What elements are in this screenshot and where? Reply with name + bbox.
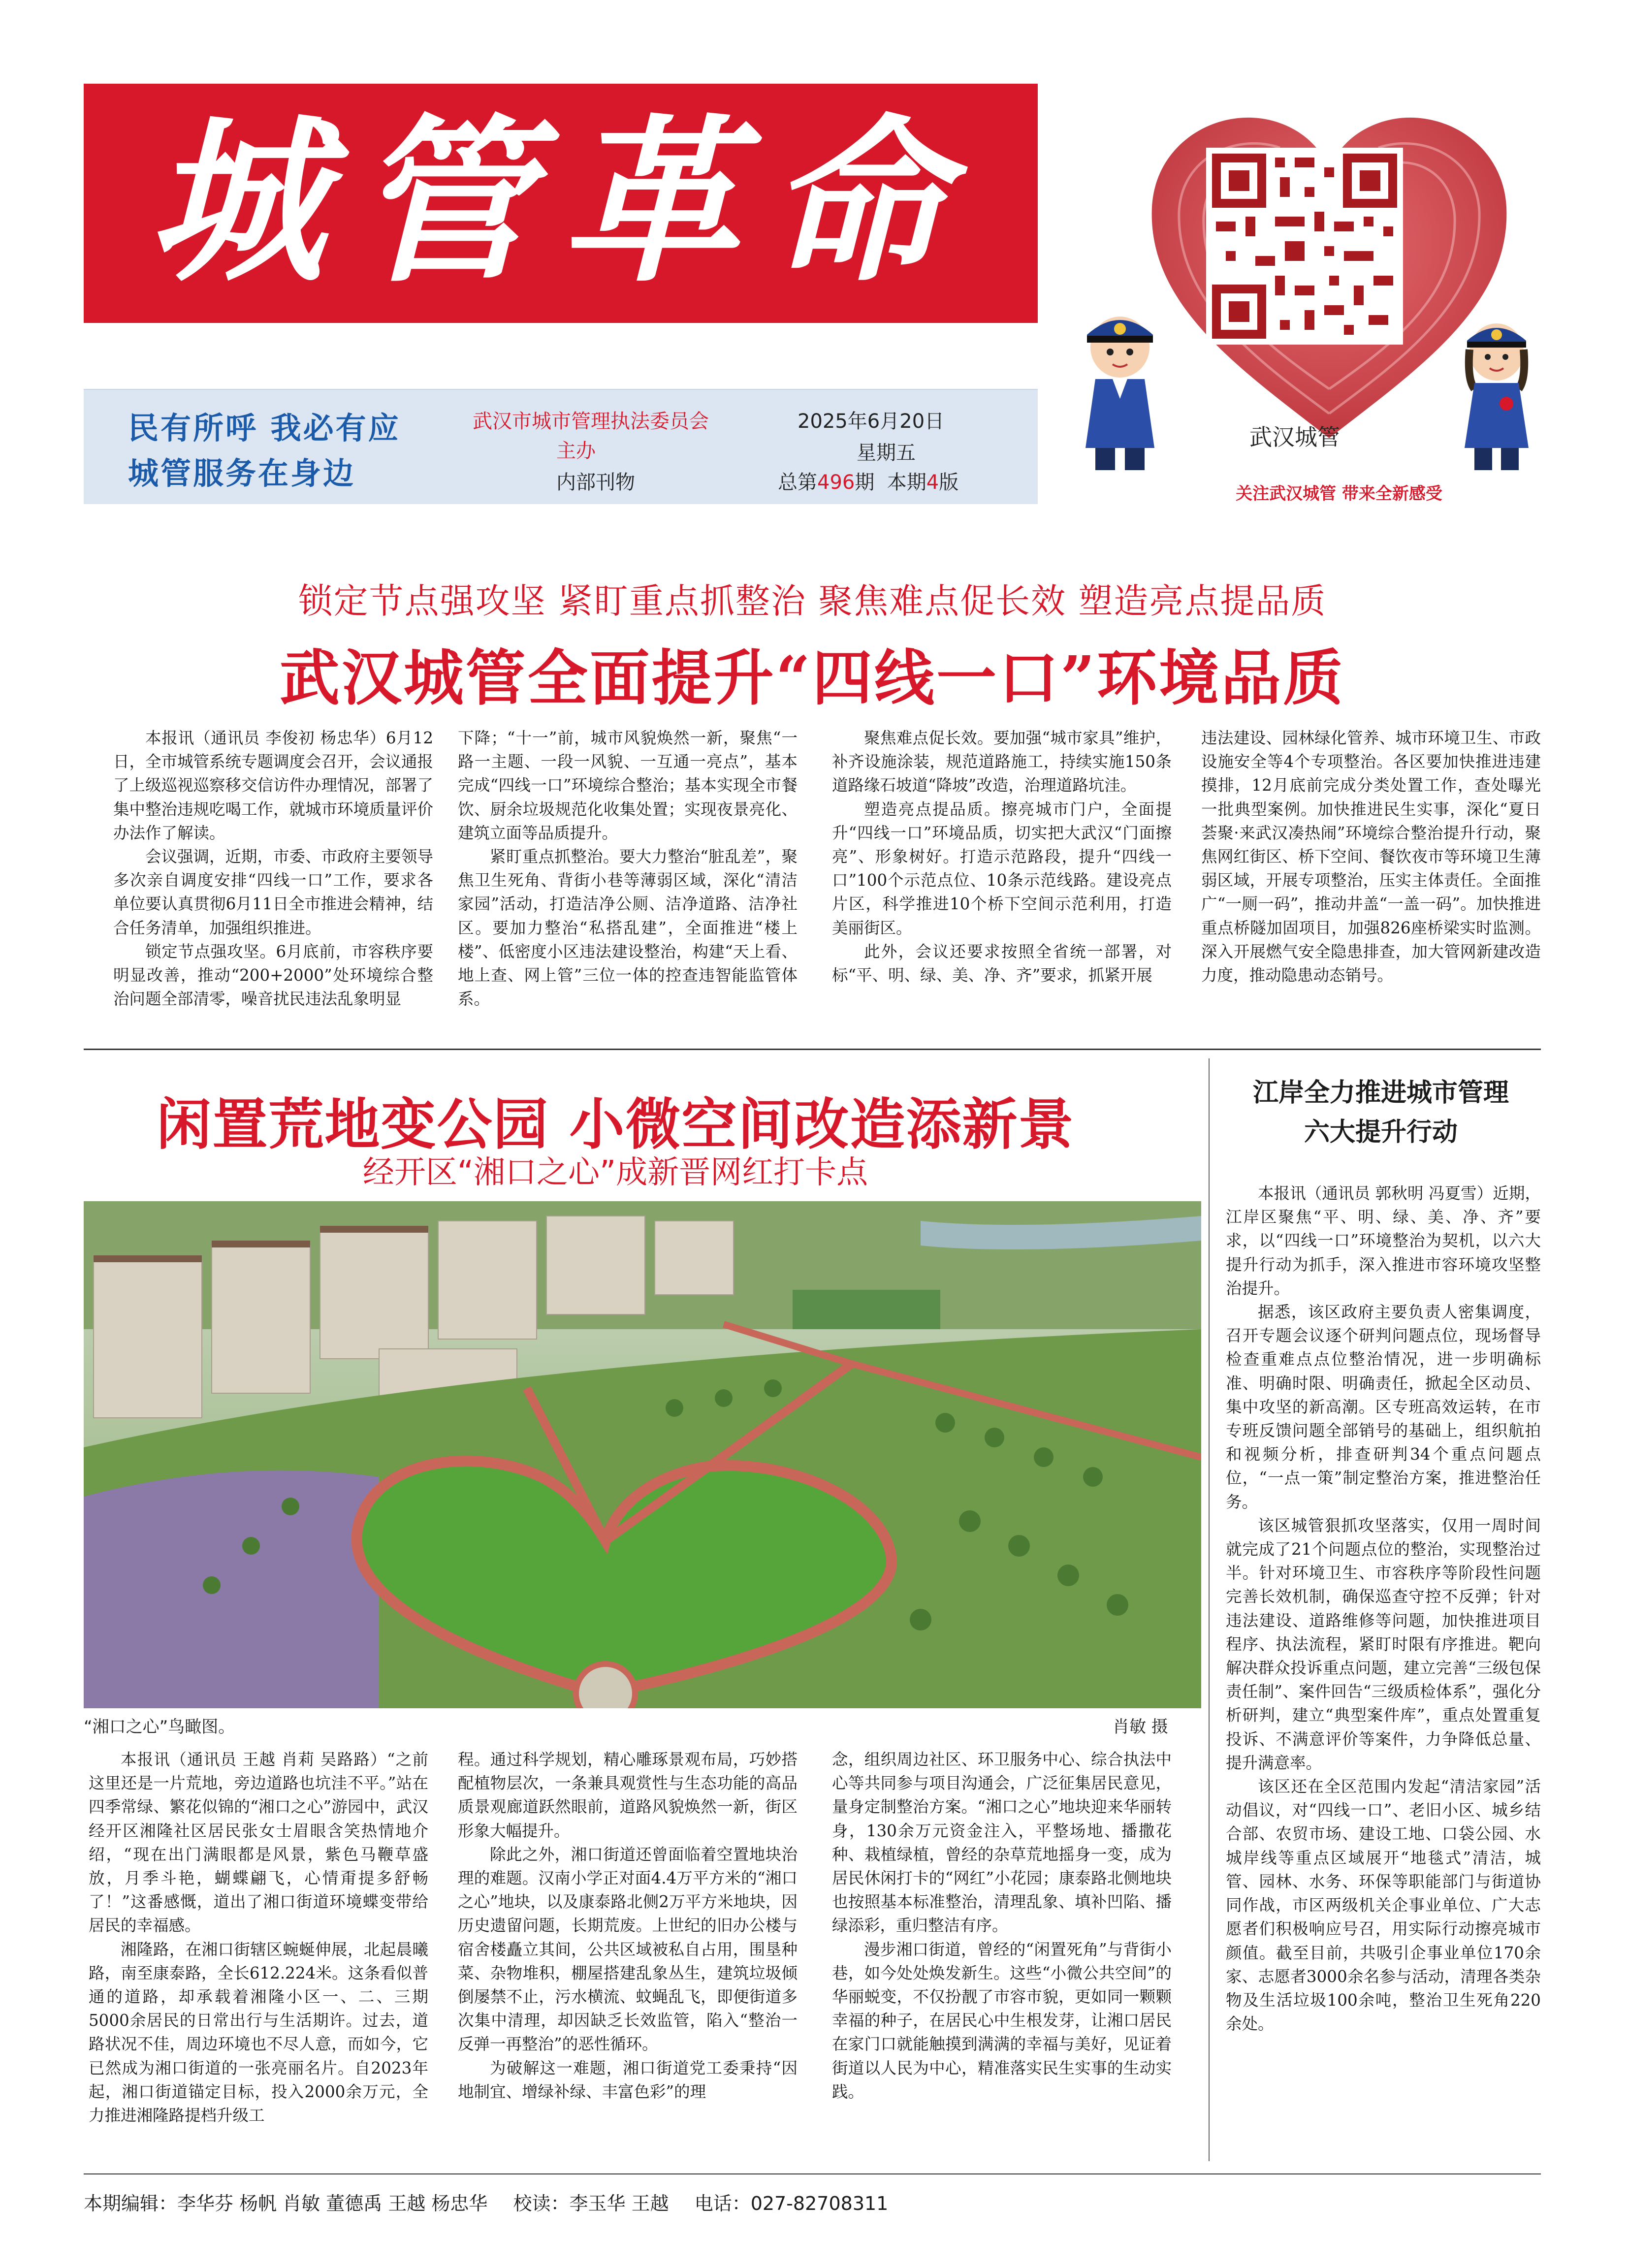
issue-number-line: 总第496期 本期4版 bbox=[778, 471, 959, 494]
photo-caption: “湘口之心”鸟瞰图。 bbox=[84, 1717, 235, 1737]
paragraph: 下降；“十一”前，城市风貌焕然一新，聚焦“一路一主题、一段一风貌、一互通一亮点”，基本完成“四线一口”环境综合整治；基本实现全市餐饮、厨余垃圾规范化收集处置；实现夜景亮化、建筑立面等品质提升。 bbox=[458, 729, 798, 842]
paragraph: 聚焦难点促长效。要加强“城市家具”维护，补齐设施涂装，规范道路施工，持续实施150条道路缘石坡道“降坡”改造，治理道路坑洼。 bbox=[832, 729, 1172, 795]
cartoon-officer-right bbox=[1447, 305, 1546, 473]
lead-headline: 武汉城管全面提升“四线一口”环境品质 bbox=[279, 642, 1345, 713]
slogan-line-1: 民有所呼 我必有应 bbox=[128, 410, 401, 446]
paragraph: 该区还在全区范围内发起“清洁家园”活动倡议，对“四线一口”、老旧小区、城乡结合部、农贸市场、建设工地、口袋公园、水城岸线等重点区域展开“地毯式”清洁，城管、园林、水务、环保等职能部门与街道协同作战，市区两级机关企事业单位、广大志愿者们积极响应号召，用实际行动擦亮城市颜值。截至目前，共吸引企事业单位170余家、志愿者3000余名参与活动，清理各类杂物及生活垃圾100余吨，整治卫生死角220余处。 bbox=[1226, 1777, 1541, 2034]
footer-editors: 本期编辑：李华芬 杨帆 肖敏 董德禹 王越 杨忠华 bbox=[84, 2193, 488, 2214]
paragraph: 此外，会议还要求按照全省统一部署，对标“平、明、绿、美、净、齐”要求，抓紧开展 bbox=[832, 942, 1172, 985]
paragraph: 该区城管狠抓攻坚落实，仅用一周时间就完成了21个问题点位的整治，实现整治过半。针对环境卫生、市容秩序等阶段性问题完善长效机制，确保巡查守控不反弹；针对违法建设、道路维修等问题，加快推进项目程序、执法流程，紧盯时限有序推进。靶向解决群众投诉重点问题，建立完善“三级包保责任制”、案件回告“三级质检体系”，强化分析研判，建立“典型案件库”，重点处置重复投诉、不满意评价等案件，力争降低总量、提升满意率。 bbox=[1226, 1516, 1541, 1772]
paragraph: 本报讯（通讯员 王越 肖莉 吴路路）“之前这里还是一片荒地，旁边道路也坑洼不平。”站在四季常绿、繁花似锦的“湘口之心”游园中，武汉经开区湘隆社区居民张女士眉眼含笑热情地介绍，“现在出门满眼都是风景，紫色马鞭草盛放，月季斗艳，蝴蝶翩飞，心情甭提多舒畅了！”这番感慨，道出了湘口街道环境蝶变带给居民的幸福感。 bbox=[89, 1750, 428, 1935]
brand-tagline: 关注武汉城管 带来全新感受 bbox=[1236, 484, 1442, 504]
paragraph: 据悉，该区政府主要负责人密集调度，召开专题会议逐个研判问题点位，现场督导检查重难点点位整治情况，进一步明确标准、明确时限、明确责任，掀起全区动员、集中攻坚的新高潮。区专班高效运转，在市专班反馈问题全部销号的基础上，组织航拍和视频分析，排查研判34个重点问题点位，“一点一策”制定整治方案，推进整治任务。 bbox=[1226, 1303, 1541, 1511]
paragraph: 会议强调，近期，市委、市政府主要领导多次亲自调度安排“四线一口”工作，要求各单位要认真贯彻6月11日全市推进会精神，结合任务清单，加强组织推进。 bbox=[113, 847, 434, 937]
organizer: 武汉市城市管理执法委员会 bbox=[473, 410, 709, 433]
paragraph: 紧盯重点抓整治。要大力整治“脏乱差”，聚焦卫生死角、背街小巷等薄弱区域，深化“清洁家园”活动，打造洁净公厕、洁净道路、洁净社区。要加力整治“私搭乱建”，全面推进“楼上楼”、低密度小区违法建设整治，构建“天上看、地上查、网上管”三位一体的控查违智能监管体系。 bbox=[458, 847, 798, 1009]
footer-credits bbox=[84, 2188, 1541, 2215]
feature-subheadline: 经开区“湘口之心”成新晋网红打卡点 bbox=[362, 1154, 868, 1191]
side-headline: 江岸全力推进城市管理 六大提升行动 bbox=[1252, 1078, 1509, 1147]
lead-column-2 bbox=[458, 726, 798, 1011]
paragraph: 本报讯（通讯员 李俊初 杨忠华）6月12日，全市城管系统专题调度会召开，会议通报了上级巡视巡察移交信访件办理情况，部署了集中整治违规吃喝工作，就城市环境质量评价办法作了解读。 bbox=[113, 729, 434, 842]
paragraph: 漫步湘口街道，曾经的“闲置死角”与背街小巷，如今处处焕发新生。这些“小微公共空间”的华丽蜕变，不仅扮靓了市容市貌，更如同一颗颗幸福的种子，在居民心中生根发芽，让湘口居民在家门口就能触摸到满满的幸福与美好，见证着街道以人民为中心，精准落实民生实事的生动实践。 bbox=[832, 1940, 1172, 2101]
footer-phone: 电话：027-82708311 bbox=[694, 2193, 889, 2214]
lead-column-4 bbox=[1201, 726, 1541, 987]
paragraph: 违法建设、园林绿化管养、城市环境卫生、市政设施安全等4个专项整治。各区要加快推进违建摸排，12月底前完成分类处置工作，查处曝光一批典型案例。加快推进民生实事，深化“夏日荟聚·来武汉凑热闹”环境综合整治提升行动，聚焦网红街区、桥下空间、餐饮夜市等环境卫生薄弱区域，开展专项整治，压实主体责任。全面推广“一厕一码”，推动井盖“一盖一码”。加快推进重点桥隧加固项目，加强826座桥梁实时监测。深入开展燃气安全隐患排查，加大管网新建改造力度，推动隐患动态销号。 bbox=[1201, 729, 1541, 985]
newspaper-title: 城管革命 bbox=[148, 97, 975, 306]
paragraph: 念，组织周边社区、环卫服务中心、综合执法中心等共同参与项目沟通会，广泛征集居民意见，量身定制整治方案。“湘口之心”地块迎来华丽转身，130余万元资金注入，平整场地、播撒花种、栽植绿植，曾经的杂草荒地摇身一变，成为居民休闲打卡的“网红”小花园；康泰路北侧地块也按照基本标准整治，清理乱象、填补凹陷、播绿添彩，重归整洁有序。 bbox=[832, 1750, 1172, 1935]
lead-kicker: 锁定节点强攻坚 紧盯重点抓整治 聚焦难点促长效 塑造亮点提品质 bbox=[298, 581, 1327, 621]
footer-divider bbox=[84, 2173, 1541, 2174]
organizer-role: 主办 bbox=[556, 440, 596, 462]
brand-name: 武汉城管 bbox=[1249, 424, 1340, 450]
cartoon-officer-left bbox=[1068, 300, 1172, 473]
issue-weekday: 星期五 bbox=[857, 442, 916, 464]
footer-proofread: 校读：李玉华 王越 bbox=[513, 2193, 669, 2214]
paragraph: 除此之外，湘口街道还曾面临着空置地块治理的难题。汉南小学正对面4.4万平方米的“湘口之心”地块，以及康泰路北侧2万平方米地块，因历史遗留问题，长期荒废。上世纪的旧办公楼与宿舍楼矗立其间，公共区域被私自占用，围垦种菜、杂物堆积，棚屋搭建乱象丛生，建筑垃圾倾倒屡禁不止，污水横流、蚊蝇乱飞，即便街道多次集中清理，却因缺乏长效监管，陷入“整治一反弹一再整治”的恶性循环。 bbox=[458, 1845, 798, 2054]
paragraph: 为破解这一难题，湘口街道党工委秉持“因地制宜、增绿补绿、丰富色彩”的理 bbox=[458, 2058, 798, 2101]
feature-column-3 bbox=[832, 1748, 1172, 2104]
column-divider bbox=[1209, 1058, 1210, 2161]
masthead-info-bar bbox=[84, 389, 1038, 504]
feature-headline: 闲置荒地变公园 小微空间改造添新景 bbox=[156, 1093, 1075, 1157]
feature-column-1 bbox=[89, 1748, 428, 2127]
paragraph: 程。通过科学规划，精心雕琢景观布局，巧妙搭配植物层次，一条兼具观赏性与生态功能的高品质景观廊道跃然眼前，道路风貌焕然一新，街区形象大幅提升。 bbox=[458, 1750, 798, 1840]
aerial-park-photo bbox=[84, 1201, 1201, 1708]
feature-column-2 bbox=[458, 1748, 798, 2104]
paragraph: 本报讯（通讯员 郭秋明 冯夏雪）近期，江岸区聚焦“平、明、绿、美、净、齐”要求，以“四线一口”环境整治为契机，以六大提升行动为抓手，深入推进市容环境攻坚整治提升。 bbox=[1226, 1184, 1541, 1298]
section-divider bbox=[84, 1049, 1541, 1050]
slogan-line-2: 城管服务在身边 bbox=[128, 455, 356, 491]
side-article-body bbox=[1226, 1182, 1541, 2036]
lead-column-1 bbox=[113, 726, 433, 1011]
paragraph: 湘隆路，在湘口街辖区蜿蜒伸展，北起晨曦路，南至康泰路，全长612.224米。这条看似普通的道路，却承载着湘隆小区一、二、三期5000余居民的日常出行与生活期许。过去，道路状况不佳，周边环境也不尽人意，而如今，它已然成为湘口街道的一张亮丽名片。自2023年起，湘口街道锚定目标，投入2000余万元，全力推进湘隆路提档升级工 bbox=[89, 1940, 428, 2125]
page-count: 4 bbox=[926, 471, 939, 494]
photo-credit: 肖敏 摄 bbox=[1113, 1717, 1168, 1737]
qr-code[interactable] bbox=[1206, 148, 1403, 345]
paragraph: 塑造亮点提品质。擦亮城市门户，全面提升“四线一口”环境品质，切实把大武汉“门面擦亮”、形象树好。打造示范路段，提升“四线一口”100个示范点位、10条示范线路。建设亮点片区，科学推进10个桥下空间示范利用，打造美丽街区。 bbox=[832, 799, 1172, 937]
publication-type: 内部刊物 bbox=[556, 471, 635, 494]
lead-column-3 bbox=[832, 726, 1172, 987]
issue-number: 496 bbox=[817, 471, 855, 494]
masthead-banner bbox=[84, 84, 1038, 323]
paragraph: 锁定节点强攻坚。6月底前，市容秩序要明显改善，推动“200+2000”处环境综合整治问题全部清零，噪音扰民违法乱象明显 bbox=[113, 942, 433, 1009]
issue-date: 2025年6月20日 bbox=[798, 410, 945, 433]
